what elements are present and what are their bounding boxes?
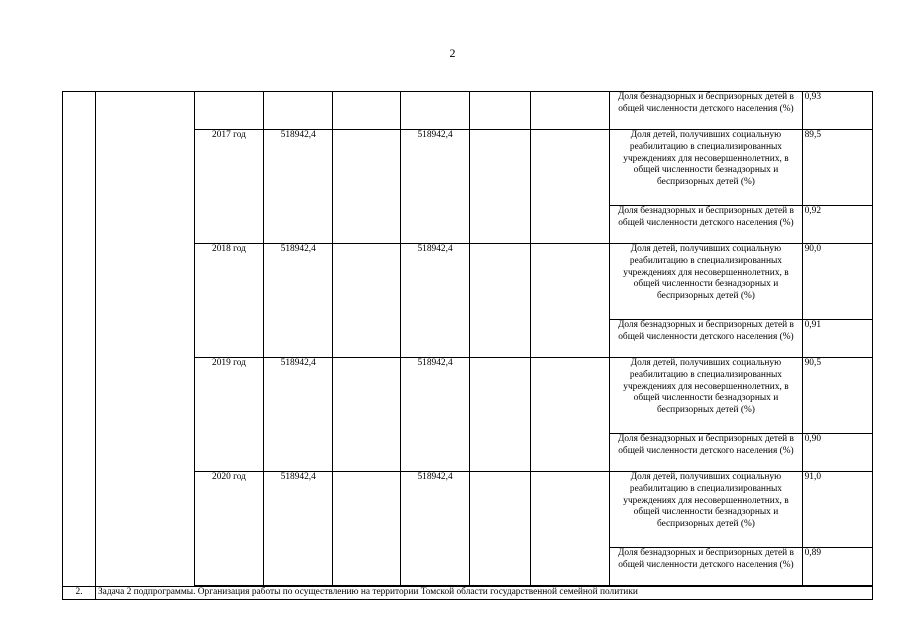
amount-cell [469,244,531,358]
indicator-name: Доля детей, получивших социальную реабилитацию в специализированных учреждениях для несовершеннолетних, в общей численности безнадзорных и беспризорных детей (%) [610,358,802,434]
amount-cell [333,472,401,586]
indicator-name: Доля детей, получивших социальную реабилитацию в специализированных учреждениях для несовершеннолетних, в общей численности безнадзорных и беспризорных детей (%) [610,130,802,206]
amount-cell [264,92,333,130]
year-cell: 2017 год [194,130,263,244]
budget-amount-cell: 518942,4 [401,130,469,244]
year-cell: 2019 год [194,358,263,472]
indicator-name: Доля детей, получивших социальную реабилитацию в специализированных учреждениях для несовершеннолетних, в общей численности безнадзорных и беспризорных детей (%) [610,472,802,548]
table-row [63,92,873,130]
budget-amount-cell: 518942,4 [401,358,469,472]
budget-amount-cell: 518942,4 [401,472,469,586]
amount-cell [531,244,610,358]
indicator-value: 0,92 [802,206,872,244]
task-number: 2. [63,587,96,600]
indicator-value: 91,0 [802,472,872,548]
indicator-name: Доля безнадзорных и беспризорных детей в общей численности детского населения (%) [610,92,802,130]
year-cell [194,92,263,130]
indicator-name: Доля безнадзорных и беспризорных детей в общей численности детского населения (%) [610,548,802,586]
budget-amount-cell: 518942,4 [401,244,469,358]
year-cell: 2020 год [194,472,263,586]
indicator-value: 0,93 [802,92,872,130]
total-amount-cell: 518942,4 [264,130,333,244]
indicator-name: Доля безнадзорных и беспризорных детей в общей численности детского населения (%) [610,320,802,358]
num-cell [63,92,96,587]
amount-cell [333,92,401,130]
amount-cell [531,92,610,130]
subprogram-table [62,91,873,600]
indicator-value: 0,90 [802,434,872,472]
task-row [63,587,873,600]
amount-cell [469,472,531,586]
amount-cell [401,92,469,130]
amount-cell [531,358,610,472]
indicator-value: 0,91 [802,320,872,358]
amount-cell [469,92,531,130]
amount-cell [531,472,610,586]
amount-cell [469,358,531,472]
indicator-value: 89,5 [802,130,872,206]
amount-cell [469,130,531,244]
page-number: 2 [449,46,456,60]
indicator-value: 90,5 [802,358,872,434]
indicator-name: Доля безнадзорных и беспризорных детей в общей численности детского населения (%) [610,206,802,244]
total-amount-cell: 518942,4 [264,472,333,586]
amount-cell [333,358,401,472]
indicator-name: Доля безнадзорных и беспризорных детей в общей численности детского населения (%) [610,434,802,472]
amount-cell [333,130,401,244]
indicator-name: Доля детей, получивших социальную реабилитацию в специализированных учреждениях для несовершеннолетних, в общей численности безнадзорных и беспризорных детей (%) [610,244,802,320]
name-cell [95,92,194,587]
amount-cell [531,130,610,244]
total-amount-cell: 518942,4 [264,358,333,472]
amount-cell [333,244,401,358]
task-description: Задача 2 подпрограммы. Организация работы по осуществлению на территории Томской области государственной семейной политики [95,587,872,600]
year-cell: 2018 год [194,244,263,358]
indicator-value: 90,0 [802,244,872,320]
total-amount-cell: 518942,4 [264,244,333,358]
indicator-value: 0,89 [802,548,872,586]
